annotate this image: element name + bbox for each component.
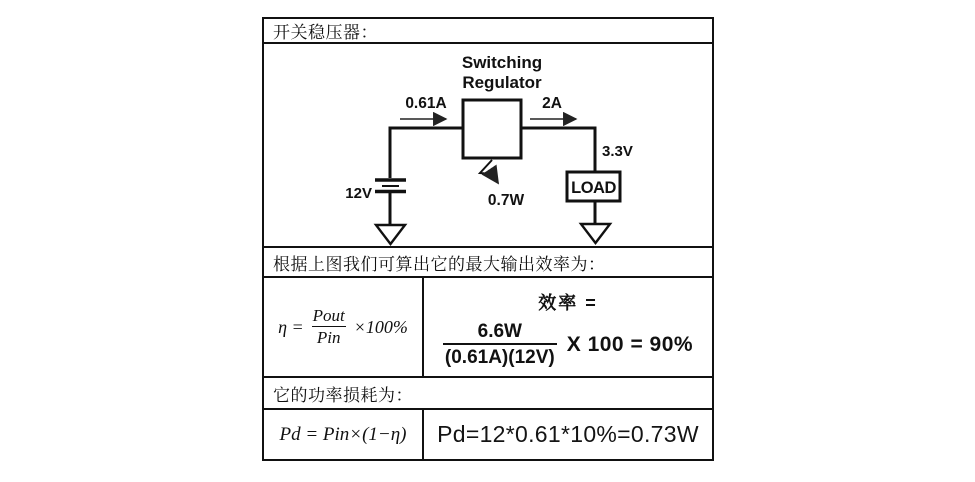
dissipation-label: 0.7W <box>487 192 525 209</box>
efficiency-formula-row <box>264 278 712 378</box>
efficiency-formula <box>278 307 408 347</box>
loss-formula: Pd = Pin×(1−η) <box>279 423 407 445</box>
efficiency-formula-denominator: Pin <box>312 326 346 347</box>
efficiency-caption-text: 根据上图我们可算出它的最大输出效率为： <box>273 254 606 274</box>
efficiency-calc <box>443 322 693 367</box>
regulator-box <box>463 100 521 158</box>
table-header-row <box>264 19 712 44</box>
ground-icon-left <box>376 225 405 244</box>
efficiency-formula-cell <box>264 278 424 376</box>
output-voltage-label: 3.3V <box>602 143 633 160</box>
loss-calc: Pd=12*0.61*10%=0.73W <box>437 421 699 447</box>
efficiency-caption-row <box>264 248 712 278</box>
source-voltage-label: 12V <box>345 185 372 202</box>
load-label: LOAD <box>571 179 616 197</box>
output-current-label: 2A <box>542 95 562 112</box>
dissipation-bolt-icon <box>480 160 498 183</box>
regulator-title-line1: Switching <box>461 53 543 72</box>
loss-caption-row <box>264 378 712 410</box>
loss-calc-cell <box>424 410 712 459</box>
input-wire <box>390 128 463 178</box>
efficiency-formula-fraction <box>308 307 350 347</box>
document-table <box>262 17 714 461</box>
loss-caption-text: 它的功率损耗为： <box>273 385 413 405</box>
efficiency-formula-numerator: Pout <box>312 306 345 326</box>
regulator-title-line2: Regulator <box>462 73 542 92</box>
efficiency-calc-numerator: 6.6W <box>477 321 522 342</box>
efficiency-formula-suffix: ×100% <box>353 316 408 337</box>
loss-formula-cell <box>264 410 424 459</box>
efficiency-calc-fraction <box>443 322 557 367</box>
loss-formula-row <box>264 410 712 459</box>
circuit-diagram-row <box>264 44 712 248</box>
output-wire <box>521 128 595 172</box>
circuit-diagram <box>264 44 712 246</box>
efficiency-calc-result: X 100 = 90% <box>566 332 694 356</box>
battery-symbol <box>375 180 406 192</box>
ground-icon-right <box>581 224 610 243</box>
input-current-label: 0.61A <box>405 95 447 112</box>
efficiency-formula-lhs: η = <box>278 316 304 337</box>
table-header-text: 开关稳压器： <box>273 23 378 42</box>
efficiency-calc-cell <box>424 278 712 376</box>
efficiency-calc-denominator: (0.61A)(12V) <box>443 343 557 367</box>
efficiency-calc-label: 效率 = <box>538 293 598 313</box>
